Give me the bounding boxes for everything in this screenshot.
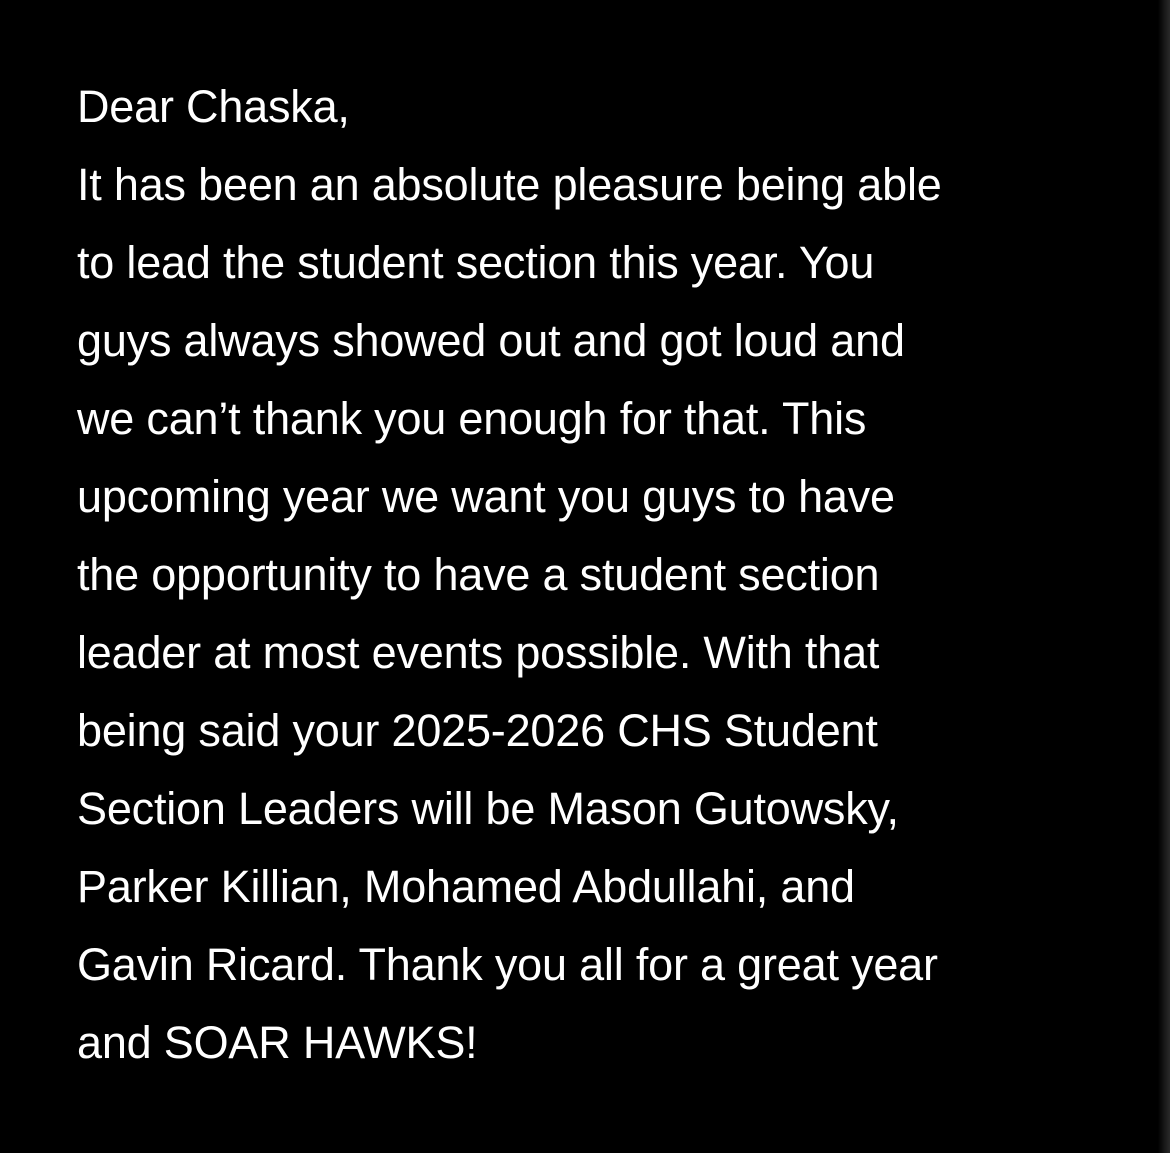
note-line: It has been an absolute pleasure being able <box>77 159 942 210</box>
note-line: upcoming year we want you guys to have <box>77 471 895 522</box>
note-line: leader at most events possible. With that <box>77 627 880 678</box>
note-line: we can’t thank you enough for that. This <box>77 393 867 444</box>
note-line: to lead the student section this year. You <box>77 237 875 288</box>
note-line: Parker Killian, Mohamed Abdullahi, and <box>77 861 855 912</box>
note-line-closing: and SOAR HAWKS! <box>77 1017 478 1068</box>
note-line: guys always showed out and got loud and <box>77 315 905 366</box>
note-body-text[interactable] <box>77 68 1137 1082</box>
note-line: Section Leaders will be Mason Gutowsky, <box>77 783 899 834</box>
note-line: being said your 2025-2026 CHS Student <box>77 705 878 756</box>
note-line: Gavin Ricard. Thank you all for a great year <box>77 939 938 990</box>
note-line: the opportunity to have a student section <box>77 549 880 600</box>
scrollbar-edge[interactable] <box>1158 0 1170 1153</box>
note-line-greeting: Dear Chaska, <box>77 81 350 132</box>
